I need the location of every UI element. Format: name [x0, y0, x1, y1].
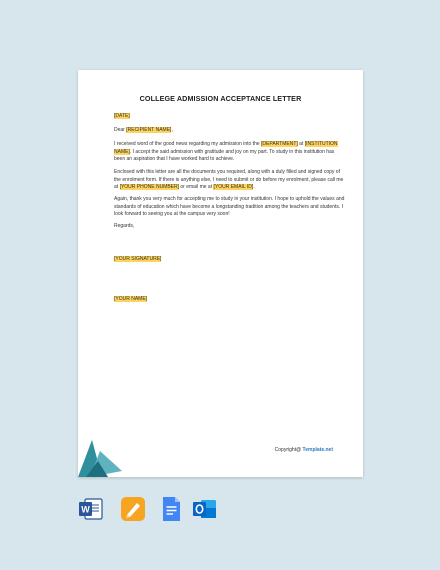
signature-placeholder: [YOUR SIGNATURE] [114, 256, 162, 262]
copyright-prefix: Copyright@ [274, 447, 303, 453]
copyright-notice [275, 447, 333, 453]
svg-text:W: W [81, 504, 90, 515]
template-logo-icon [78, 437, 126, 477]
department-placeholder: [DEPARTMENT] [261, 141, 298, 147]
p2-text-c: . [253, 184, 255, 191]
google-docs-icon[interactable] [158, 496, 184, 522]
p2-text-a: Enclosed with this letter are all the documents you required, along with a duly filled and signed copy of the enrolment form. If there is anything else, I need to submit or do before my enrolment, please call me at [114, 169, 344, 191]
salutation [114, 127, 346, 135]
closing: Regards, [114, 223, 135, 229]
name-placeholder: [YOUR NAME] [114, 296, 148, 302]
p2-text-b: or email me at [179, 184, 214, 191]
institution-placeholder: [INSTITUTION NAME] [114, 141, 338, 155]
date-line [114, 113, 346, 121]
letter-title: COLLEGE ADMISSION ACCEPTANCE LETTER [139, 94, 302, 103]
phone-placeholder: [YOUR PHONE NUMBER] [119, 184, 180, 191]
document-page [78, 70, 363, 477]
recipient-placeholder: [RECIPIENT NAME] [126, 127, 172, 133]
paragraph-1 [114, 141, 346, 164]
outlook-icon[interactable] [192, 496, 218, 522]
salutation-suffix: , [171, 127, 173, 133]
p1-text-b: at [297, 141, 305, 147]
brand-name: Template.net [302, 447, 333, 453]
paragraph-3: Again, thank you very much for accepting me to study in your institution. I hope to uphold the values and standards of education which have become a longstanding tradition among the teachers and students. I look forward to seeing you at the campus very soon! [114, 196, 345, 218]
email-placeholder: [YOUR EMAIL ID] [213, 184, 254, 191]
signature-line [114, 256, 346, 264]
app-icons-row [78, 496, 228, 524]
paragraph-2 [114, 169, 346, 192]
word-icon[interactable] [78, 496, 104, 522]
salutation-prefix: Dear [114, 127, 127, 133]
name-line [114, 296, 346, 304]
p1-text-c: . I accept the said admission with gratitude and joy on my part. To study in this institution has been an aspiration that I have worked hard to achieve. [114, 148, 335, 163]
date-placeholder: [DATE] [114, 113, 130, 119]
pages-icon[interactable] [120, 496, 146, 522]
p1-text-a: I received word of the good news regarding my admission into the [114, 141, 262, 147]
